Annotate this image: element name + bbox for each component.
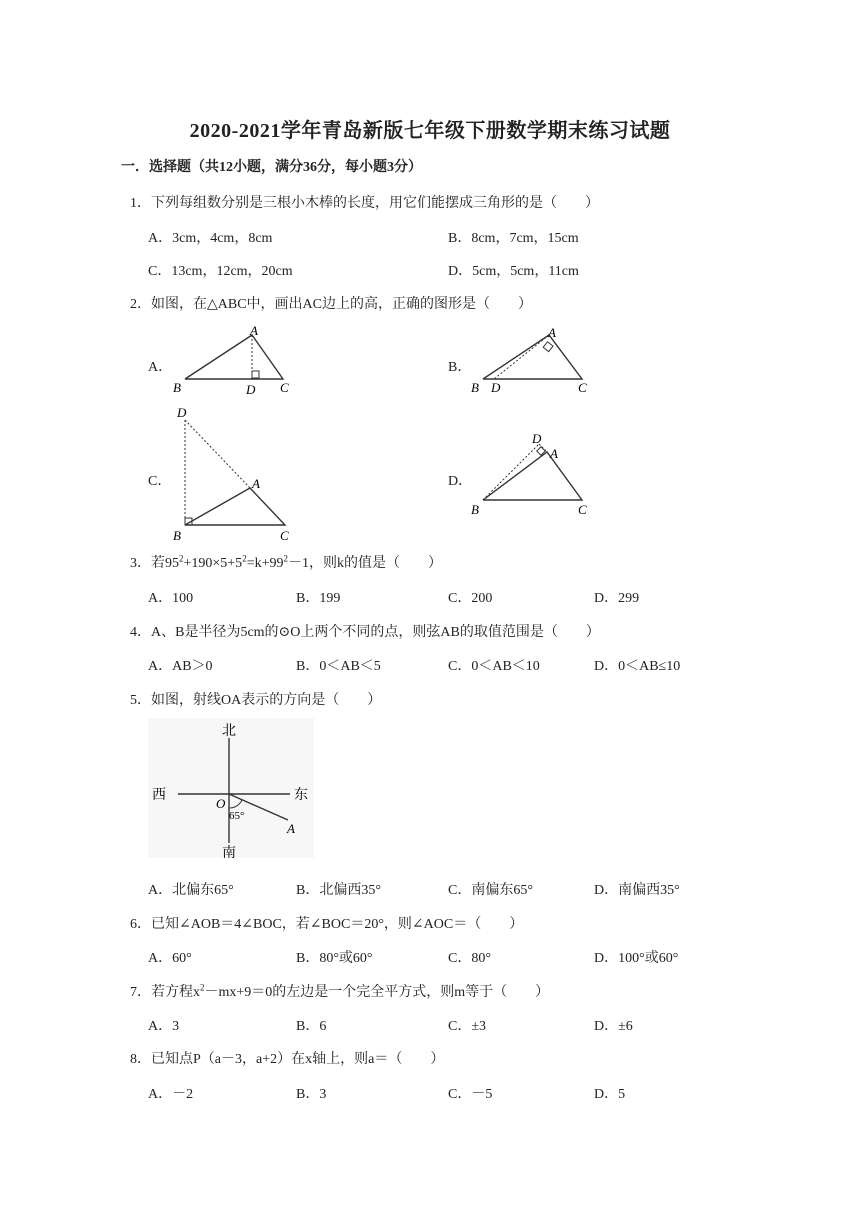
label-c: C xyxy=(280,380,289,395)
q3-option-b: B．199 xyxy=(296,591,341,606)
west-label: 西 xyxy=(152,788,166,803)
label-b: B xyxy=(173,528,181,543)
q3-option-a: A．100 xyxy=(148,591,194,606)
label-d: D xyxy=(177,405,187,420)
q2-option-c: C． xyxy=(148,474,172,489)
label-c: C xyxy=(578,502,587,517)
label-a: A xyxy=(550,446,558,461)
q2-option-d: D． xyxy=(448,474,473,489)
q2-figure-c xyxy=(170,402,300,544)
q4-option-b: B．0＜AB＜5 xyxy=(296,659,381,674)
q7-option-c: C．±3 xyxy=(448,1019,487,1034)
question-6-stem: 6．已知∠AOB＝4∠BOC，若∠BOC＝20°，则∠AOC＝（ ） xyxy=(130,917,524,932)
south-label: 南 xyxy=(222,846,236,858)
q2-figure-d xyxy=(468,430,598,522)
east-label: 东 xyxy=(294,788,308,803)
angle-label: 65° xyxy=(229,810,245,822)
label-b: B xyxy=(471,502,479,517)
q5-compass-figure xyxy=(148,718,314,858)
section-heading: 一．选择题（共12小题，满分36分，每小题3分） xyxy=(121,160,422,175)
q7-option-b: B．6 xyxy=(296,1019,327,1034)
q6-option-b: B．80°或60° xyxy=(296,951,373,966)
q2-option-b: B． xyxy=(448,360,472,375)
q1-option-d: D．5cm，5cm，11cm xyxy=(448,264,579,279)
question-5-stem: 5．如图，射线OA表示的方向是（ ） xyxy=(130,693,382,708)
question-3-stem: 3．若$95^2+190\times 5+5^2=k+99^2-1$，则k的值是（ ） xyxy=(130,553,442,571)
q6-option-d: D．100°或60° xyxy=(594,951,679,966)
q3-option-d: D．299 xyxy=(594,591,640,606)
q3-option-c: C．200 xyxy=(448,591,493,606)
page-title: 2020-2021学年青岛新版七年级下册数学期末练习试题 xyxy=(189,120,671,142)
q5-option-d: D．南偏西35° xyxy=(594,883,680,898)
question-1-stem: 1．下列每组数分别是三根小木棒的长度，用它们能摆成三角形的是（ ） xyxy=(130,196,599,211)
q1-option-c: C．13cm，12cm，20cm xyxy=(148,264,293,279)
q4-option-a: A．AB＞0 xyxy=(148,659,213,674)
label-d: D xyxy=(246,382,256,397)
q5-option-c: C．南偏东65° xyxy=(448,883,533,898)
point-a-label: A xyxy=(287,821,295,836)
q1-option-b: B．8cm，7cm，15cm xyxy=(448,231,579,246)
q5-option-a: A．北偏东65° xyxy=(148,883,234,898)
label-a: A xyxy=(252,476,260,491)
q4-option-d: D．0＜AB≤10 xyxy=(594,659,681,674)
q1-option-a: A．3cm，4cm，8cm xyxy=(148,231,273,246)
question-4-stem: 4．A、B是半径为5cm的⊙O上两个不同的点，则弦AB的取值范围是（ ） xyxy=(130,625,600,640)
question-2-stem: 2．如图，在△ABC中，画出AC边上的高，正确的图形是（ ） xyxy=(130,297,532,312)
q8-option-b: B．3 xyxy=(296,1087,327,1102)
q6-option-a: A．60° xyxy=(148,951,192,966)
q2-option-a: A． xyxy=(148,360,173,375)
q8-option-d: D．5 xyxy=(594,1087,626,1102)
label-a: A xyxy=(548,325,556,340)
label-b: B xyxy=(471,380,479,395)
q7-option-a: A．3 xyxy=(148,1019,180,1034)
label-d: D xyxy=(491,380,501,395)
label-c: C xyxy=(280,528,289,543)
label-c: C xyxy=(578,380,587,395)
label-b: B xyxy=(173,380,181,395)
q6-option-c: C．80° xyxy=(448,951,491,966)
q2-figure-a xyxy=(170,325,300,400)
q8-option-c: C．－5 xyxy=(448,1087,493,1102)
question-8-stem: 8．已知点P（a－3，a+2）在x轴上，则a＝（ ） xyxy=(130,1052,445,1067)
q7-option-d: D．±6 xyxy=(594,1019,633,1034)
q2-figure-b xyxy=(468,325,598,400)
q4-option-c: C．0＜AB＜10 xyxy=(448,659,540,674)
origin-label: O xyxy=(216,796,226,811)
label-a: A xyxy=(250,325,258,338)
label-d: D xyxy=(532,431,542,446)
q5-option-b: B．北偏西35° xyxy=(296,883,381,898)
q8-option-a: A．－2 xyxy=(148,1087,194,1102)
question-7-stem: 7．若方程$x^2-mx+9=0$的左边是一个完全平方式，则m等于（ ） xyxy=(130,982,550,1000)
north-label: 北 xyxy=(222,724,236,739)
